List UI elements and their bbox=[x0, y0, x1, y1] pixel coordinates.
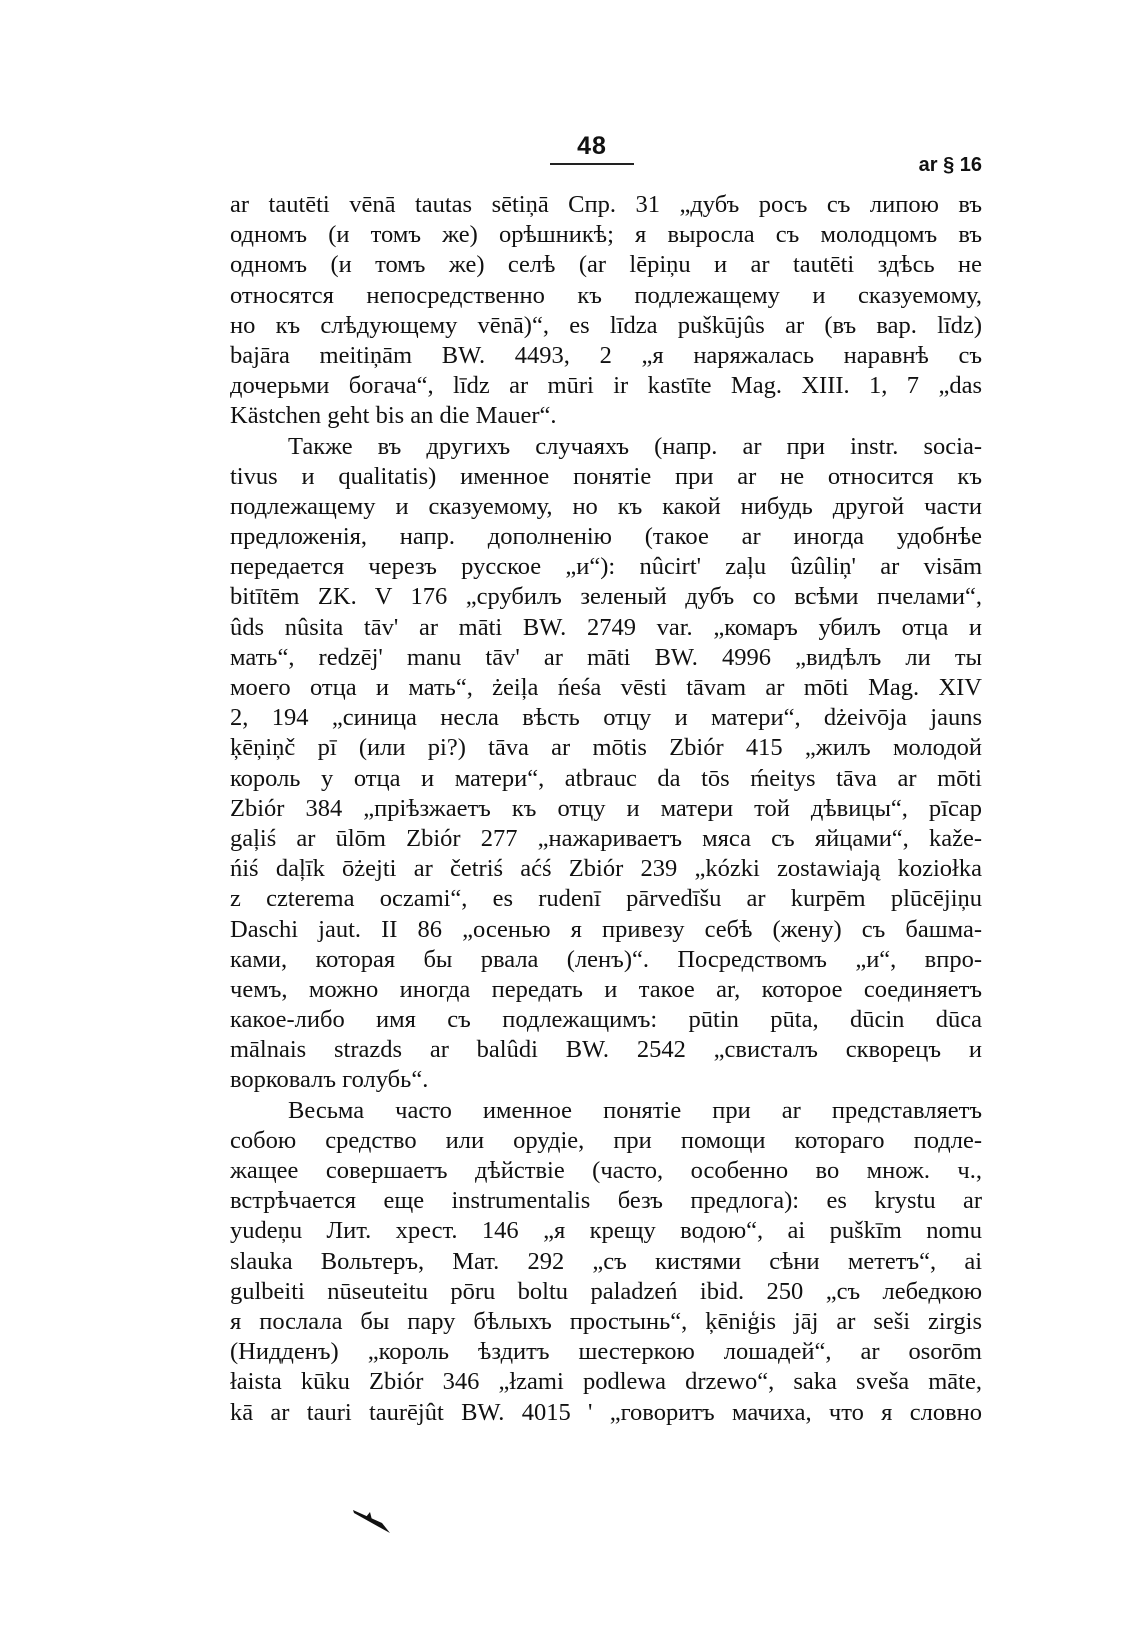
text-line: mālnais strazds ar balûdi BW. 2542 „свисталъ скворецъ и bbox=[230, 1036, 982, 1064]
text-line: моего отца и мать“, żeiļa ńeśa vēsti tāvam ar mōti Mag. XIV bbox=[230, 674, 982, 701]
text-line: собою средство или орудіе, при помощи котораго подле- bbox=[230, 1126, 982, 1154]
text-line: относятся непосредственно къ подлежащему и сказуемому, bbox=[230, 281, 982, 309]
text-line: ar tautēti vēnā tautas sētiņā Спр. 31 „дубъ росъ съ липою въ bbox=[230, 191, 982, 218]
text-line: gulbeiti nūseuteitu pōru boltu paladzeń ibid. 250 „съ лебедкою bbox=[230, 1277, 982, 1305]
text-line: Daschi jaut. II 86 „осенью я привезу себѣ (жену) съ башма- bbox=[230, 915, 982, 943]
text-line: какое-либо имя съ подлежащимъ: pūtin pūta, dūcin dūca bbox=[230, 1006, 982, 1034]
text-line: Весьма часто именное понятіе при ar представляетъ bbox=[288, 1096, 982, 1124]
text-line: 2, 194 „синица несла вѣсть отцу и матери“, dżeivōja jauns bbox=[230, 704, 982, 732]
text-line: z czterema oczami“, es rudenī pārvedīšu ar kurpēm plūcējiņu bbox=[230, 885, 982, 913]
text-line: мать“, redzēj' manu tāv' ar māti BW. 4996 „видѣлъ ли ты bbox=[230, 643, 982, 671]
text-line: ńiś daļīk ōżejti ar četriś aćś Zbiór 239 „kózki zostawiają koziołka bbox=[230, 855, 982, 883]
text-line: жащее совершаетъ дѣйствіе (часто, особенно во множ. ч., bbox=[230, 1157, 982, 1184]
text-line: встрѣчается еще instrumentalis безъ предлога): es krystu ar bbox=[230, 1187, 982, 1215]
text-line: Также въ другихъ случаяхъ (напр. ar при instr. socia- bbox=[288, 432, 982, 460]
body-text bbox=[230, 190, 982, 1428]
text-line: slauka Вольтеръ, Мат. 292 „съ кистями сѣни мететъ“, ai bbox=[230, 1247, 982, 1275]
text-line: ками, которая бы рвала (ленъ)“. Посредствомъ „и“, впро- bbox=[230, 945, 982, 973]
page-header bbox=[230, 132, 982, 178]
text-line: чемъ, можно иногда передать и такое ar, которое соединяетъ bbox=[230, 975, 982, 1003]
text-line: yudeņu Лит. хрест. 146 „я крещу водою“, ai puškīm nomu bbox=[230, 1217, 982, 1245]
text-line: подлежащему и сказуемому, но къ какой нибудь другой части bbox=[230, 492, 982, 520]
text-line: дочерьми богача“, līdz ar mūri ir kastīte Mag. XIII. 1, 7 „das bbox=[230, 372, 982, 400]
text-line: tivus и qualitatis) именное понятіе при ar не относится къ bbox=[230, 462, 982, 490]
text-line: gaļiś ar ūlōm Zbiór 277 „нажариваетъ мяса съ яйцами“, kaže- bbox=[230, 824, 982, 852]
text-line: я послала бы пару бѣлыхъ простынь“, ķēniģis jāj ar seši zirgis bbox=[230, 1307, 982, 1335]
text-line: ûds nûsita tāv' ar māti BW. 2749 var. „комаръ убилъ отца и bbox=[230, 613, 982, 641]
text-line: ворковалъ голубь“. bbox=[230, 1066, 429, 1094]
text-line: но къ слѣдующему vēnā)“, es līdza puškūjûs ar (въ вар. līdz) bbox=[230, 311, 982, 339]
text-line: предложенія, напр. дополненію (такое ar иногда удобнѣе bbox=[230, 523, 982, 551]
text-line: ķēņiņč pī (или pi?) tāva ar mōtis Zbiór 415 „жилъ молодой bbox=[230, 734, 982, 762]
text-line: Kästchen geht bis an die Mauer“. bbox=[230, 402, 557, 430]
page-number: 48 bbox=[550, 132, 634, 165]
text-line: łaista kūku Zbiór 346 „łzami podlewa drzewo“, saka sveša māte, bbox=[230, 1368, 982, 1396]
text-line: (Нидденъ) „король ѣздитъ шестеркою лошадей“, ar osorōm bbox=[230, 1338, 982, 1366]
printer-mark-icon bbox=[352, 1508, 392, 1534]
text-line: bajāra meitiņām BW. 4493, 2 „я наряжалась наравнѣ съ bbox=[230, 341, 982, 369]
text-line: передается черезъ русское „и“): nûcirt' zaļu ûzûliņ' ar visām bbox=[230, 553, 982, 581]
running-head: ar § 16 bbox=[918, 154, 982, 176]
text-line: Zbiór 384 „пріѣзжаетъ къ отцу и матери той дѣвицы“, pīcap bbox=[230, 794, 982, 822]
text-line: kā ar tauri taurējût BW. 4015 ' „говоритъ мачиха, что я словно bbox=[230, 1398, 982, 1426]
text-line: король у отца и матери“, atbrauc da tōs ḿeitys tāva ar mōti bbox=[230, 764, 982, 792]
text-line: bitītēm ZK. V 176 „срубилъ зеленый дубъ со всѣми пчелами“, bbox=[230, 583, 982, 611]
text-line: одномъ (и томъ же) селѣ (ar lēpiņu и ar tautēti здѣсь не bbox=[230, 251, 982, 279]
text-line: одномъ (и томъ же) орѣшникѣ; я выросла съ молодцомъ въ bbox=[230, 221, 982, 249]
